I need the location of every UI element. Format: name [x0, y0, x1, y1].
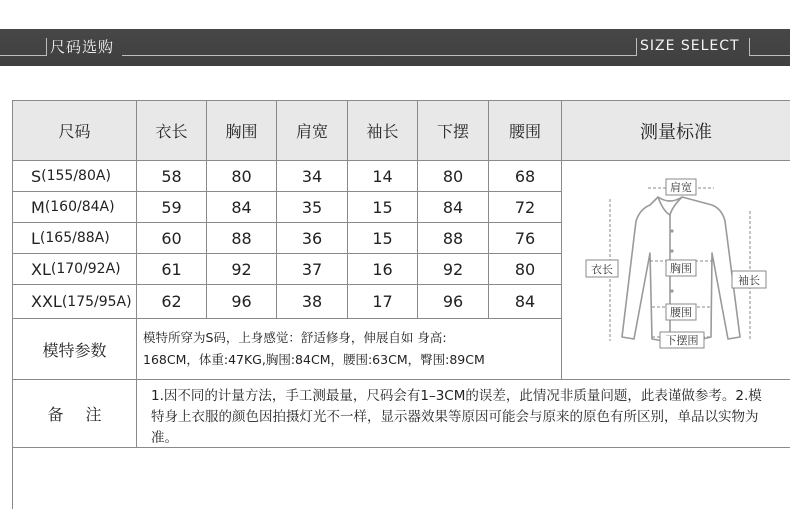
size-label: XL (170/92A) [13, 254, 137, 285]
table-cell: 15 [348, 192, 418, 223]
table-cell: 96 [207, 285, 277, 319]
header-shoulder: 肩宽 [277, 101, 348, 161]
table-cell: 17 [348, 285, 418, 319]
table-cell: 92 [207, 254, 277, 285]
table-cell: 68 [489, 161, 562, 192]
table-cell: 35 [277, 192, 348, 223]
note-label: 备注 [13, 380, 137, 448]
banner-rule-tick [636, 38, 637, 56]
header-sleeve: 袖长 [348, 101, 418, 161]
table-cell: 61 [137, 254, 207, 285]
banner-rule [122, 55, 636, 56]
header-size: 尺码 [13, 101, 137, 161]
size-label: L (165/88A) [13, 223, 137, 254]
header-waist: 腰围 [489, 101, 562, 161]
table-cell: 38 [277, 285, 348, 319]
shirt-diagram [562, 161, 790, 380]
header-length: 衣长 [137, 101, 207, 161]
size-label: XXL (175/95A) [13, 285, 137, 319]
table-cell: 84 [489, 285, 562, 319]
size-label: M (160/84A) [13, 192, 137, 223]
table-cell: 80 [418, 161, 489, 192]
model-params-label: 模特参数 [13, 319, 137, 380]
table-cell: 34 [277, 161, 348, 192]
header-chest: 胸围 [207, 101, 277, 161]
table-cell: 80 [489, 254, 562, 285]
section-banner [0, 0, 790, 66]
model-params-line: 模特所穿为S码，上身感觉：舒适修身，伸展自如 身高: [143, 330, 447, 345]
table-cell: 37 [277, 254, 348, 285]
table-cell: 72 [489, 192, 562, 223]
model-params-line: 168CM，体重:47KG,胸围:84CM，腰围:63CM，臀围:89CM [143, 352, 485, 367]
banner-rule [0, 55, 46, 56]
length-label: 衣长 [591, 263, 613, 276]
table-cell: 80 [207, 161, 277, 192]
table-cell: 88 [418, 223, 489, 254]
waist-label: 腰围 [670, 306, 692, 319]
sleeve-label: 袖长 [738, 274, 760, 287]
banner-title-cn: 尺码选购 [50, 38, 115, 56]
table-cell: 60 [137, 223, 207, 254]
hem-label: 下摆围 [665, 334, 699, 347]
shoulder-label: 肩宽 [670, 181, 692, 194]
note-text: 1.因不同的计量方法，手工测最量，尺码会有1–3CM的误差，此情况非质量问题，此表谨做参考。2.模特身上衣服的颜色因拍摄灯光不一样，显示器效果等原因可能会与原来的原色有所区别，单品以实物为准。 [137, 380, 790, 448]
size-table [12, 100, 790, 509]
table-cell: 92 [418, 254, 489, 285]
table-cell: 62 [137, 285, 207, 319]
header-hem: 下摆 [418, 101, 489, 161]
banner-rule-tick [46, 38, 47, 56]
measurement-diagram [562, 161, 790, 380]
banner-title-en: SIZE SELECT [640, 38, 740, 54]
header-measure-standard: 测量标准 [562, 101, 790, 161]
table-cell: 84 [207, 192, 277, 223]
table-cell: 88 [207, 223, 277, 254]
banner-rule-tick [749, 38, 750, 56]
table-cell: 58 [137, 161, 207, 192]
table-cell: 96 [418, 285, 489, 319]
size-label: S (155/80A) [13, 161, 137, 192]
banner-rule [749, 55, 790, 56]
table-cell: 16 [348, 254, 418, 285]
table-cell: 15 [348, 223, 418, 254]
table-cell: 76 [489, 223, 562, 254]
table-cell: 59 [137, 192, 207, 223]
chest-label: 胸围 [670, 262, 692, 275]
model-params-text [137, 319, 562, 380]
table-cell: 36 [277, 223, 348, 254]
table-cell: 84 [418, 192, 489, 223]
table-cell: 14 [348, 161, 418, 192]
